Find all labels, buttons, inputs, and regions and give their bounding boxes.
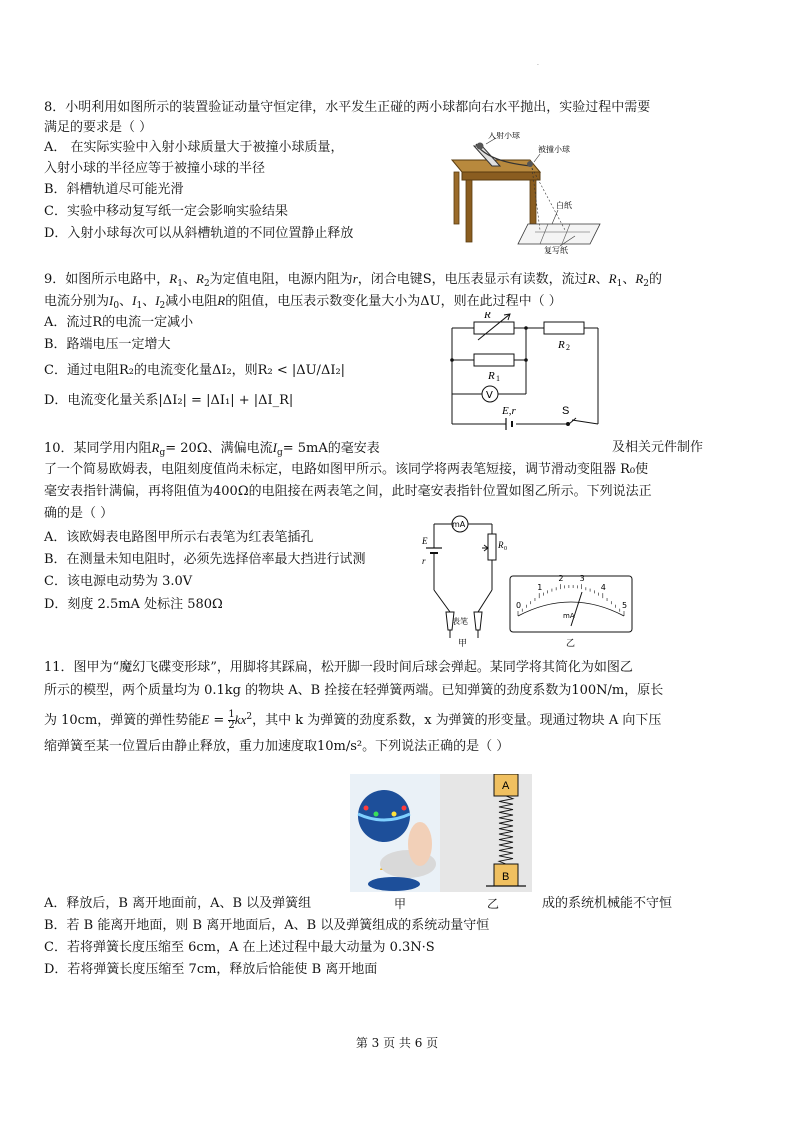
page-dot: ·	[537, 62, 539, 69]
q9-label-R1: R	[488, 370, 495, 382]
q8-label-white-paper: 白纸	[556, 201, 572, 210]
q11-option-b: B．若 B 能离开地面，则 B 离开地面后，A、B 以及弹簧组成的系统动量守恒	[44, 918, 490, 933]
q11-spring-model	[440, 774, 532, 892]
q8-option-c: C．实验中移动复写纸一定会影响实验结果	[44, 204, 288, 219]
q11-stem-line4: 缩弹簧至某一位置后由静止释放，重力加速度取10m/s²。下列说法正确的是（ ）	[44, 739, 510, 754]
q10-label-r: r	[422, 556, 426, 566]
q9-circuit-figure	[444, 312, 604, 430]
q9-option-b: B．路端电压一定增大	[44, 337, 171, 352]
q8-option-a-line2: 入射小球的半径应等于被撞小球的半径	[44, 161, 266, 176]
q11-option-a-right: 成的系统机械能不守恒	[542, 896, 673, 911]
dial-scale-label: 5	[622, 601, 628, 610]
q11-option-a-left: A．释放后，B 离开地面前，A、B 以及弹簧组	[44, 896, 312, 911]
q11-label-B: B	[502, 871, 510, 883]
q11-option-d: D．若将弹簧长度压缩至 7cm，释放后恰能使 B 离开地面	[44, 962, 378, 977]
q11-label-jia: 甲	[394, 897, 407, 911]
q10-option-b: B．在测量未知电阻时，必须先选择倍率最大挡进行试测	[44, 552, 366, 567]
q9-label-R2: R	[558, 339, 565, 351]
svg-text:0: 0	[504, 546, 507, 552]
q10-option-a: A．该欧姆表电路图甲所示右表笔为红表笔插孔	[44, 530, 314, 545]
svg-text:2: 2	[566, 343, 570, 352]
q9-stem-line1: 9．如图所示电路中，$R_1$、$R_2$为定值电阻，电源内阻为r，闭合电键S，电压表显示有读数，流过R、$R_1$、$R_2$的	[44, 271, 663, 289]
q10-option-d: D．刻度 2.5mA 处标注 580Ω	[44, 597, 223, 612]
dial-scale-label: 0	[516, 601, 522, 610]
q10-meter-dial	[508, 574, 634, 650]
q9-option-d: D．电流变化量关系|ΔI₂| = |ΔI₁| + |ΔI_R|	[44, 393, 294, 408]
q8-label-incident-ball: 入射小球	[488, 132, 520, 140]
q11-stem-line3: 为 10cm，弹簧的弹性势能E = $\frac{1}{2}$ $kx^2$，其中 k 为弹簧的劲度系数，x 为弹簧的形变量。现通过物块 A 向下压	[44, 709, 662, 731]
q10-stem-line1-end: 及相关元件制作	[612, 440, 704, 455]
q10-dial-unit: mA	[563, 612, 575, 620]
q11-label-A: A	[502, 780, 510, 792]
q9-label-S: S	[562, 405, 570, 417]
svg-text:1: 1	[496, 374, 500, 383]
q11-stem-line2: 所示的模型，两个质量均为 0.1kg 的物块 A、B 拴接在轻弹簧两端。已知弹簧的劲度系数为100N/m，原长	[44, 683, 664, 698]
q9-stem-line2: 电流分别为$I_0$、$I_1$、$I_2$减小电阻R的阻值，电压表示数变化量大小为ΔU，则在此过程中（ ）	[44, 293, 562, 311]
dial-scale-label: 4	[600, 583, 606, 593]
page-footer: 第 3 页 共 6 页	[355, 1036, 439, 1050]
q9-option-a: A．流过R的电流一定减小	[44, 315, 194, 330]
q11-stem-line1: 11．图甲为“魔幻飞碟变形球”，用脚将其踩扁，松开脚一段时间后球会弹起。某同学将其简化为如图乙	[44, 660, 633, 675]
dial-scale-label: 3	[579, 574, 585, 584]
q10-label-mA: mA	[452, 520, 466, 529]
q8-apparatus-figure	[440, 132, 610, 254]
q9-label-Er: E,r	[502, 405, 516, 417]
dial-scale-label: 1	[537, 583, 543, 593]
q10-label-jia: 甲	[458, 639, 468, 648]
q8-option-d: D．入射小球每次可以从斜槽轨道的不同位置静止释放	[44, 226, 354, 241]
q8-label-carbon-paper: 复写纸	[544, 246, 568, 254]
q10-ohmmeter-circuit	[420, 512, 510, 648]
q8-label-target-ball: 被撞小球	[538, 145, 570, 154]
q10-label-yi: 乙	[566, 639, 576, 649]
q8-option-a-line1: A． 在实际实验中入射小球质量大于被撞小球质量，	[44, 140, 344, 155]
q11-option-c: C．若将弹簧长度压缩至 6cm，A 在上述过程中最大动量为 0.3N·S	[44, 940, 435, 955]
q8-option-b: B．斜槽轨道尽可能光滑	[44, 182, 184, 197]
q10-stem-line2: 了一个简易欧姆表，电阻刻度值尚未标定，电路如图甲所示。该同学将两表笔短接，调节滑动变阻器 R₀使	[44, 462, 649, 477]
q10-label-E: E	[422, 536, 428, 546]
q10-stem-line4: 确的是（ ）	[44, 506, 114, 521]
q11-label-yi: 乙	[487, 897, 500, 911]
q8-stem-line1: 8．小明利用如图所示的装置验证动量守恒定律，水平发生正碰的两小球都向右水平抛出，实验过程中需要	[44, 100, 651, 115]
q11-ball-photo	[350, 774, 440, 892]
q10-stem-line1: 10．某同学用内阻$R_g= 20\Omega$、满偏电流$I_g= 5mA$的毫安表	[44, 440, 380, 458]
q10-label-R0: R	[498, 540, 504, 550]
dial-scale-label: 2	[558, 574, 564, 584]
q8-stem-line2: 满足的要求是（ ）	[44, 120, 153, 135]
q9-label-R: R	[484, 312, 491, 321]
q10-stem-line3: 毫安表指针满偏，再将阻值为400Ω的电阻接在两表笔之间，此时毫安表指针位置如图乙所示。下列说法正	[44, 484, 652, 499]
q10-option-c: C．该电源电动势为 3.0V	[44, 574, 193, 589]
q9-option-c: C．通过电阻R₂的电流变化量ΔI₂，则R₂ < |ΔU/ΔI₂|	[44, 363, 346, 378]
q10-label-pens: 表笔	[452, 617, 468, 626]
q9-label-V: V	[486, 390, 493, 401]
